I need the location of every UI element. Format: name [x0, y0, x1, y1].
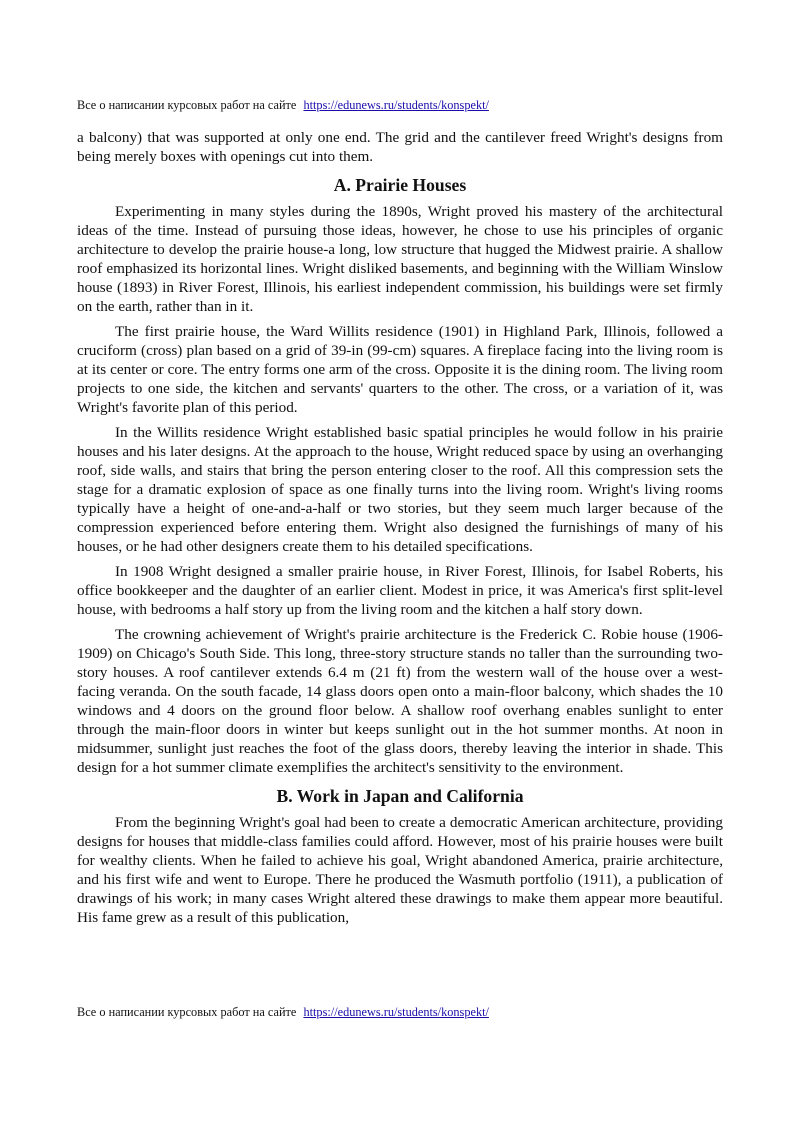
paragraph-experimenting: Experimenting in many styles during the 1890s, Wright proved his mastery of the architectural ideas of the time. Instead of pursuing those ideas, however, he chose to use his principles of organic architecture to develop the prairie house-a long, low structure that hugged the Midwest prairie. A shallow roof emphasized its horizontal lines. Wright disliked basements, and beginning with the William Winslow house (1893) in River Forest, Illinois, his earliest independent commission, his buildings were set firmly on the earth, rather than in it. — [77, 203, 723, 315]
paragraph-continuation: a balcony) that was supported at only one end. The grid and the cantilever freed Wright's designs from being merely boxes with openings cut into them. — [77, 129, 723, 165]
footer-link[interactable]: https://edunews.ru/students/konspekt/ — [303, 1005, 489, 1019]
document-body — [77, 128, 723, 927]
paragraph-robie-house: The crowning achievement of Wright's prairie architecture is the Frederick C. Robie house (1906-1909) on Chicago's South Side. This long, three-story structure stands no taller than the surrounding two-story houses. A roof cantilever extends 6.4 m (21 ft) from the western wall of the house over a west-facing veranda. On the south facade, 14 glass doors open onto a main-floor balcony, which shades the 10 windows and 4 doors on the ground floor below. A shallow roof overhang enables sunlight to enter through the main-floor doors in winter but keeps sunlight out in the hot summer months. At noon in midsummer, sunlight just reaches the foot of the glass doors, thereby leaving the interior in shade. This design for a hot summer climate exemplifies the architect's sensitivity to the environment. — [77, 626, 723, 776]
page-footer — [77, 1004, 489, 1020]
header-link[interactable]: https://edunews.ru/students/konspekt/ — [303, 98, 489, 112]
paragraph-first-prairie-house: The first prairie house, the Ward Willits residence (1901) in Highland Park, Illinois, followed a cruciform (cross) plan based on a grid of 39-in (99-cm) squares. A fireplace facing into the living room is at its center or core. The entry forms one arm of the cross. Opposite it is the dining room. The living room projects to one side, the kitchen and servants' quarters to the other. The cross, or a variation of it, was Wright's favorite plan of this period. — [77, 323, 723, 416]
page-header — [77, 97, 489, 113]
footer-text: Все о написании курсовых работ на сайте — [77, 1005, 297, 1019]
header-text: Все о написании курсовых работ на сайте — [77, 98, 297, 112]
paragraph-willits-residence: In the Willits residence Wright established basic spatial principles he would follow in his prairie houses and his later designs. At the approach to the house, Wright reduced space by using an overhanging roof, side walls, and stairs that bring the person entering closer to the roof. All this compression sets the stage for a dramatic explosion of space as one finally turns into the living room. Wright's living rooms typically have a height of one-and-a-half or two stories, but they seem much larger because of the compression experienced before entering them. Wright also designed the furnishings of many of his houses, or he had other designers create them to his detailed specifications. — [77, 424, 723, 555]
paragraph-democratic-architecture: From the beginning Wright's goal had been to create a democratic American architecture, providing designs for houses that middle-class families could afford. However, most of his prairie houses were built for wealthy clients. When he failed to achieve his goal, Wright abandoned America, prairie architecture, and his first wife and went to Europe. There he produced the Wasmuth portfolio (1911), a publication of drawings of his work; in many cases Wright altered these drawings to make them appear more beautiful. His fame grew as a result of this publication, — [77, 814, 723, 926]
section-heading-prairie-houses: A. Prairie Houses — [333, 175, 467, 195]
paragraph-isabel-roberts: In 1908 Wright designed a smaller prairie house, in River Forest, Illinois, for Isabel Roberts, his office bookkeeper and the daughter of an earlier client. Modest in price, it was America's first split-level house, with bedrooms a half story up from the living room and the kitchen a half story down. — [77, 563, 723, 618]
section-heading-japan-california: B. Work in Japan and California — [276, 786, 524, 806]
